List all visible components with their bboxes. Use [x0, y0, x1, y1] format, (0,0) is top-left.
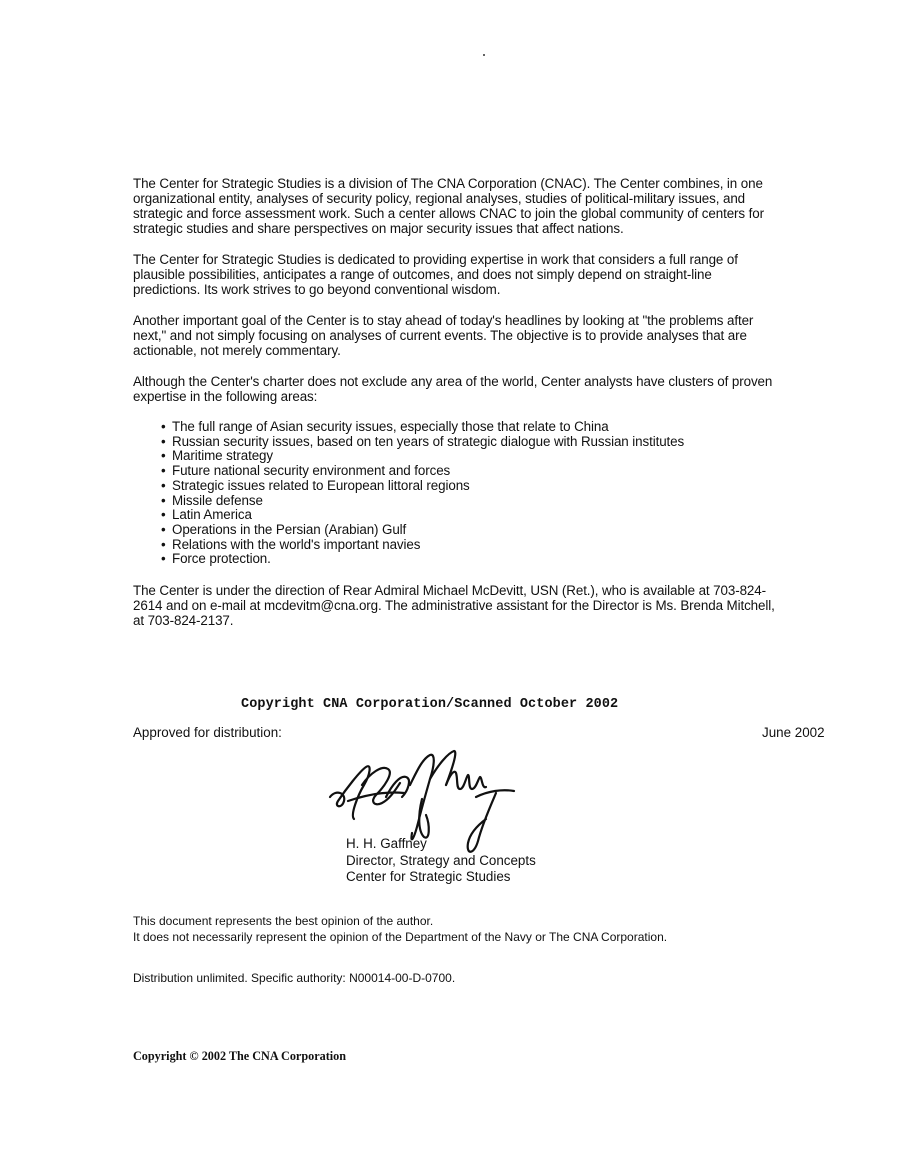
approval-label: Approved for distribution:: [133, 725, 282, 740]
scan-stamp: Copyright CNA Corporation/Scanned October 2002: [241, 697, 619, 712]
copyright-notice: Copyright © 2002 The CNA Corporation: [133, 1049, 347, 1063]
distribution-statement: Distribution unlimited. Specific authority: N00014-00-D-0700.: [133, 971, 456, 985]
list-item: • Future national security environment and forces: [161, 464, 778, 479]
disclaimer-line-2: It does not necessarily represent the opinion of the Department of the Navy or The CNA Corporation.: [133, 929, 668, 944]
list-item: • Relations with the world's important navies: [161, 538, 778, 553]
signatory-title: Director, Strategy and Concepts: [346, 852, 536, 868]
expertise-list: [161, 420, 778, 567]
signatory-block: [346, 836, 536, 886]
disclaimer-line-1: This document represents the best opinion of the author.: [133, 914, 434, 928]
list-item: • The full range of Asian security issues, especially those that relate to China: [161, 420, 778, 435]
disclaimer: [133, 914, 667, 945]
body-text: [133, 176, 778, 644]
list-item: • Force protection.: [161, 552, 778, 567]
signatory-organization: Center for Strategic Studies: [346, 869, 511, 884]
intro-paragraph-3: Another important goal of the Center is to stay ahead of today's headlines by looking at "the problems after next," and not simply focusing on analyses of current events. The objective is to provide analyses that are actionable, not merely commentary.: [133, 313, 754, 358]
list-item: • Missile defense: [161, 494, 778, 509]
list-item: • Strategic issues related to European littoral regions: [161, 479, 778, 494]
list-item: • Operations in the Persian (Arabian) Gulf: [161, 523, 778, 538]
list-item: • Maritime strategy: [161, 449, 778, 464]
list-item: • Russian security issues, based on ten years of strategic dialogue with Russian institutes: [161, 435, 778, 450]
scan-speck: [483, 54, 485, 56]
signatory-name: H. H. Gaffney: [346, 836, 427, 851]
list-item: • Latin America: [161, 508, 778, 523]
approval-date: June 2002: [762, 725, 825, 740]
intro-paragraph-4: Although the Center's charter does not exclude any area of the world, Center analysts have clusters of proven expertise in the following areas:: [133, 374, 773, 404]
intro-paragraph-1: The Center for Strategic Studies is a division of The CNA Corporation (CNAC). The Center combines, in one organizational entity, analyses of security policy, regional analyses, studies of political-military issues, and strategic and force assessment work. Such a center allows CNAC to join the global community of centers for strategic studies and share perspectives on major security issues that affect nations.: [133, 176, 764, 236]
intro-paragraph-2: The Center for Strategic Studies is dedicated to providing expertise in work that considers a full range of plausible possibilities, anticipates a range of outcomes, and does not simply depend on straight-line predictions. Its work strives to go beyond conventional wisdom.: [133, 252, 738, 297]
director-paragraph: The Center is under the direction of Rear Admiral Michael McDevitt, USN (Ret.), who is available at 703-824-2614 and on e-mail at mcdevitm@cna.org. The administrative assistant for the Director is Ms. Brenda Mitchell, at 703-824-2137.: [133, 583, 775, 629]
